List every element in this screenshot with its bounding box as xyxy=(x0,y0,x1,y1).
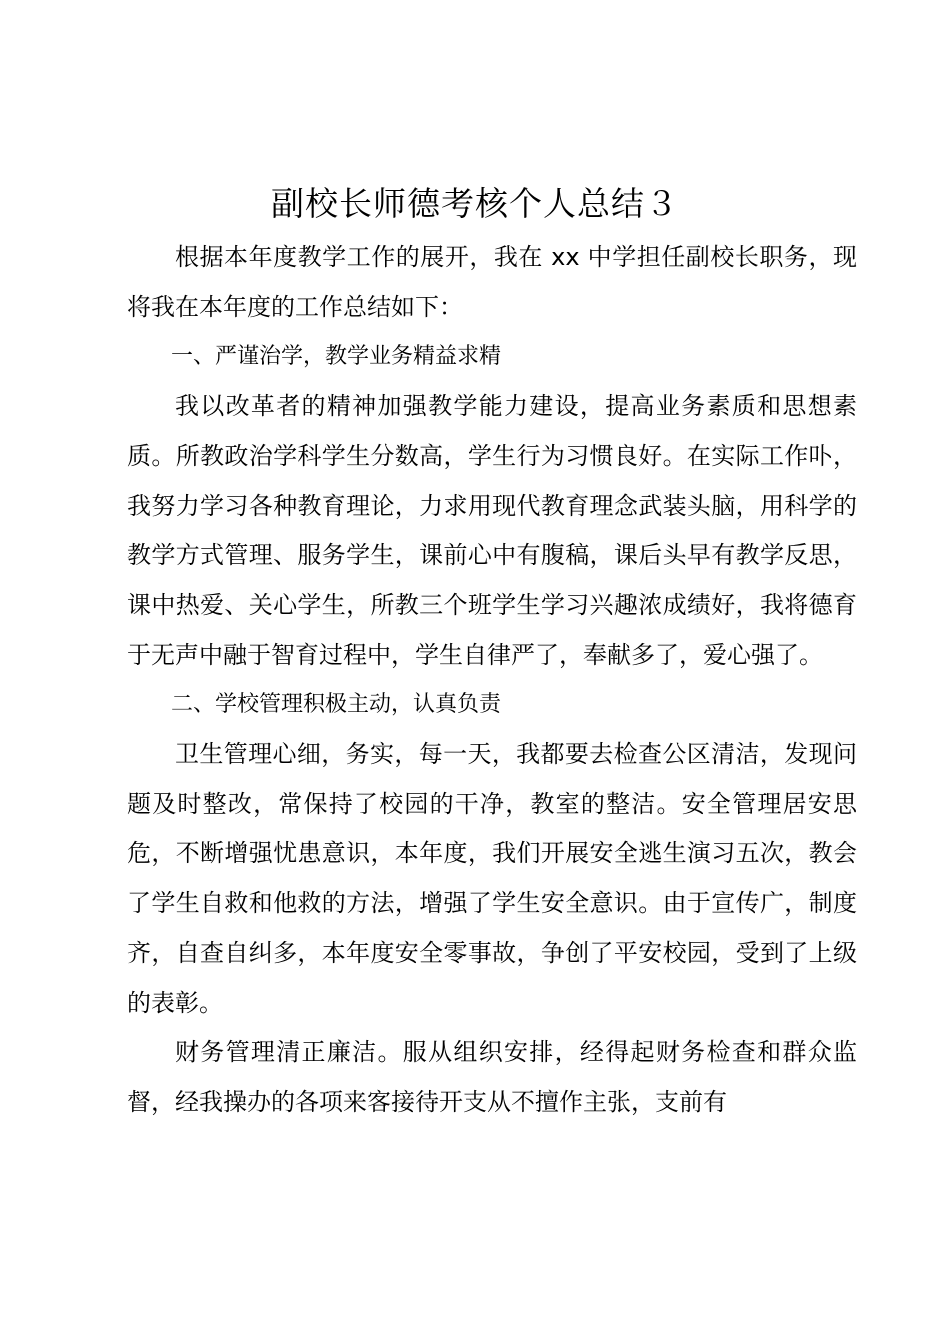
paragraph-teaching: 我以改革者的精神加强教学能力建设，提高业务素质和思想素质。所教政治学科学生分数高，学生行为习惯良好。在实际工作卟，我努力学习各种教育理论，力求用现代教育理念武装头脑，用科学的教学方式管理、服务学生，课前心中有腹稿，课后头早有教学反思，课中热爱、关心学生，所教三个班学生学习兴趣浓成绩好，我将德育于无声中融于智育过程中，学生自律严了，奉献多了，爱心强了。 xyxy=(127,392,857,669)
paragraph-finance: 财务管理清正廉洁。服从组织安排，经得起财务检查和群众监督，经我操办的各项来客接待开支从不擅作主张，支前有 xyxy=(127,1038,857,1116)
paragraph-intro: 根据本年度教学工作的展开，我在 xx 中学担任副校长职务，现将我在本年度的工作总结如下： xyxy=(127,243,857,321)
section-heading-1: 一、严谨治学，教学业务精益求精 xyxy=(171,344,502,370)
document-title: 副校长师德考核个人总结３ xyxy=(271,184,679,223)
document-body xyxy=(127,233,857,1128)
section-heading-2: 二、学校管理积极主动，认真负责 xyxy=(171,692,502,718)
paragraph-hygiene-safety: 卫生管理心细，务实，每一天，我都要去检查公区清洁，发现问题及时整改，常保持了校园的干净，教室的整洁。安全管理居安思危，不断增强忧患意识，本年度，我们开展安全逃生演习五次，教会了学生自救和他救的方法，增强了学生安全意识。由于宣传广，制度齐，自查自纠多，本年度安全零事故，争创了平安校园，受到了上级的表彰。 xyxy=(127,740,857,1017)
